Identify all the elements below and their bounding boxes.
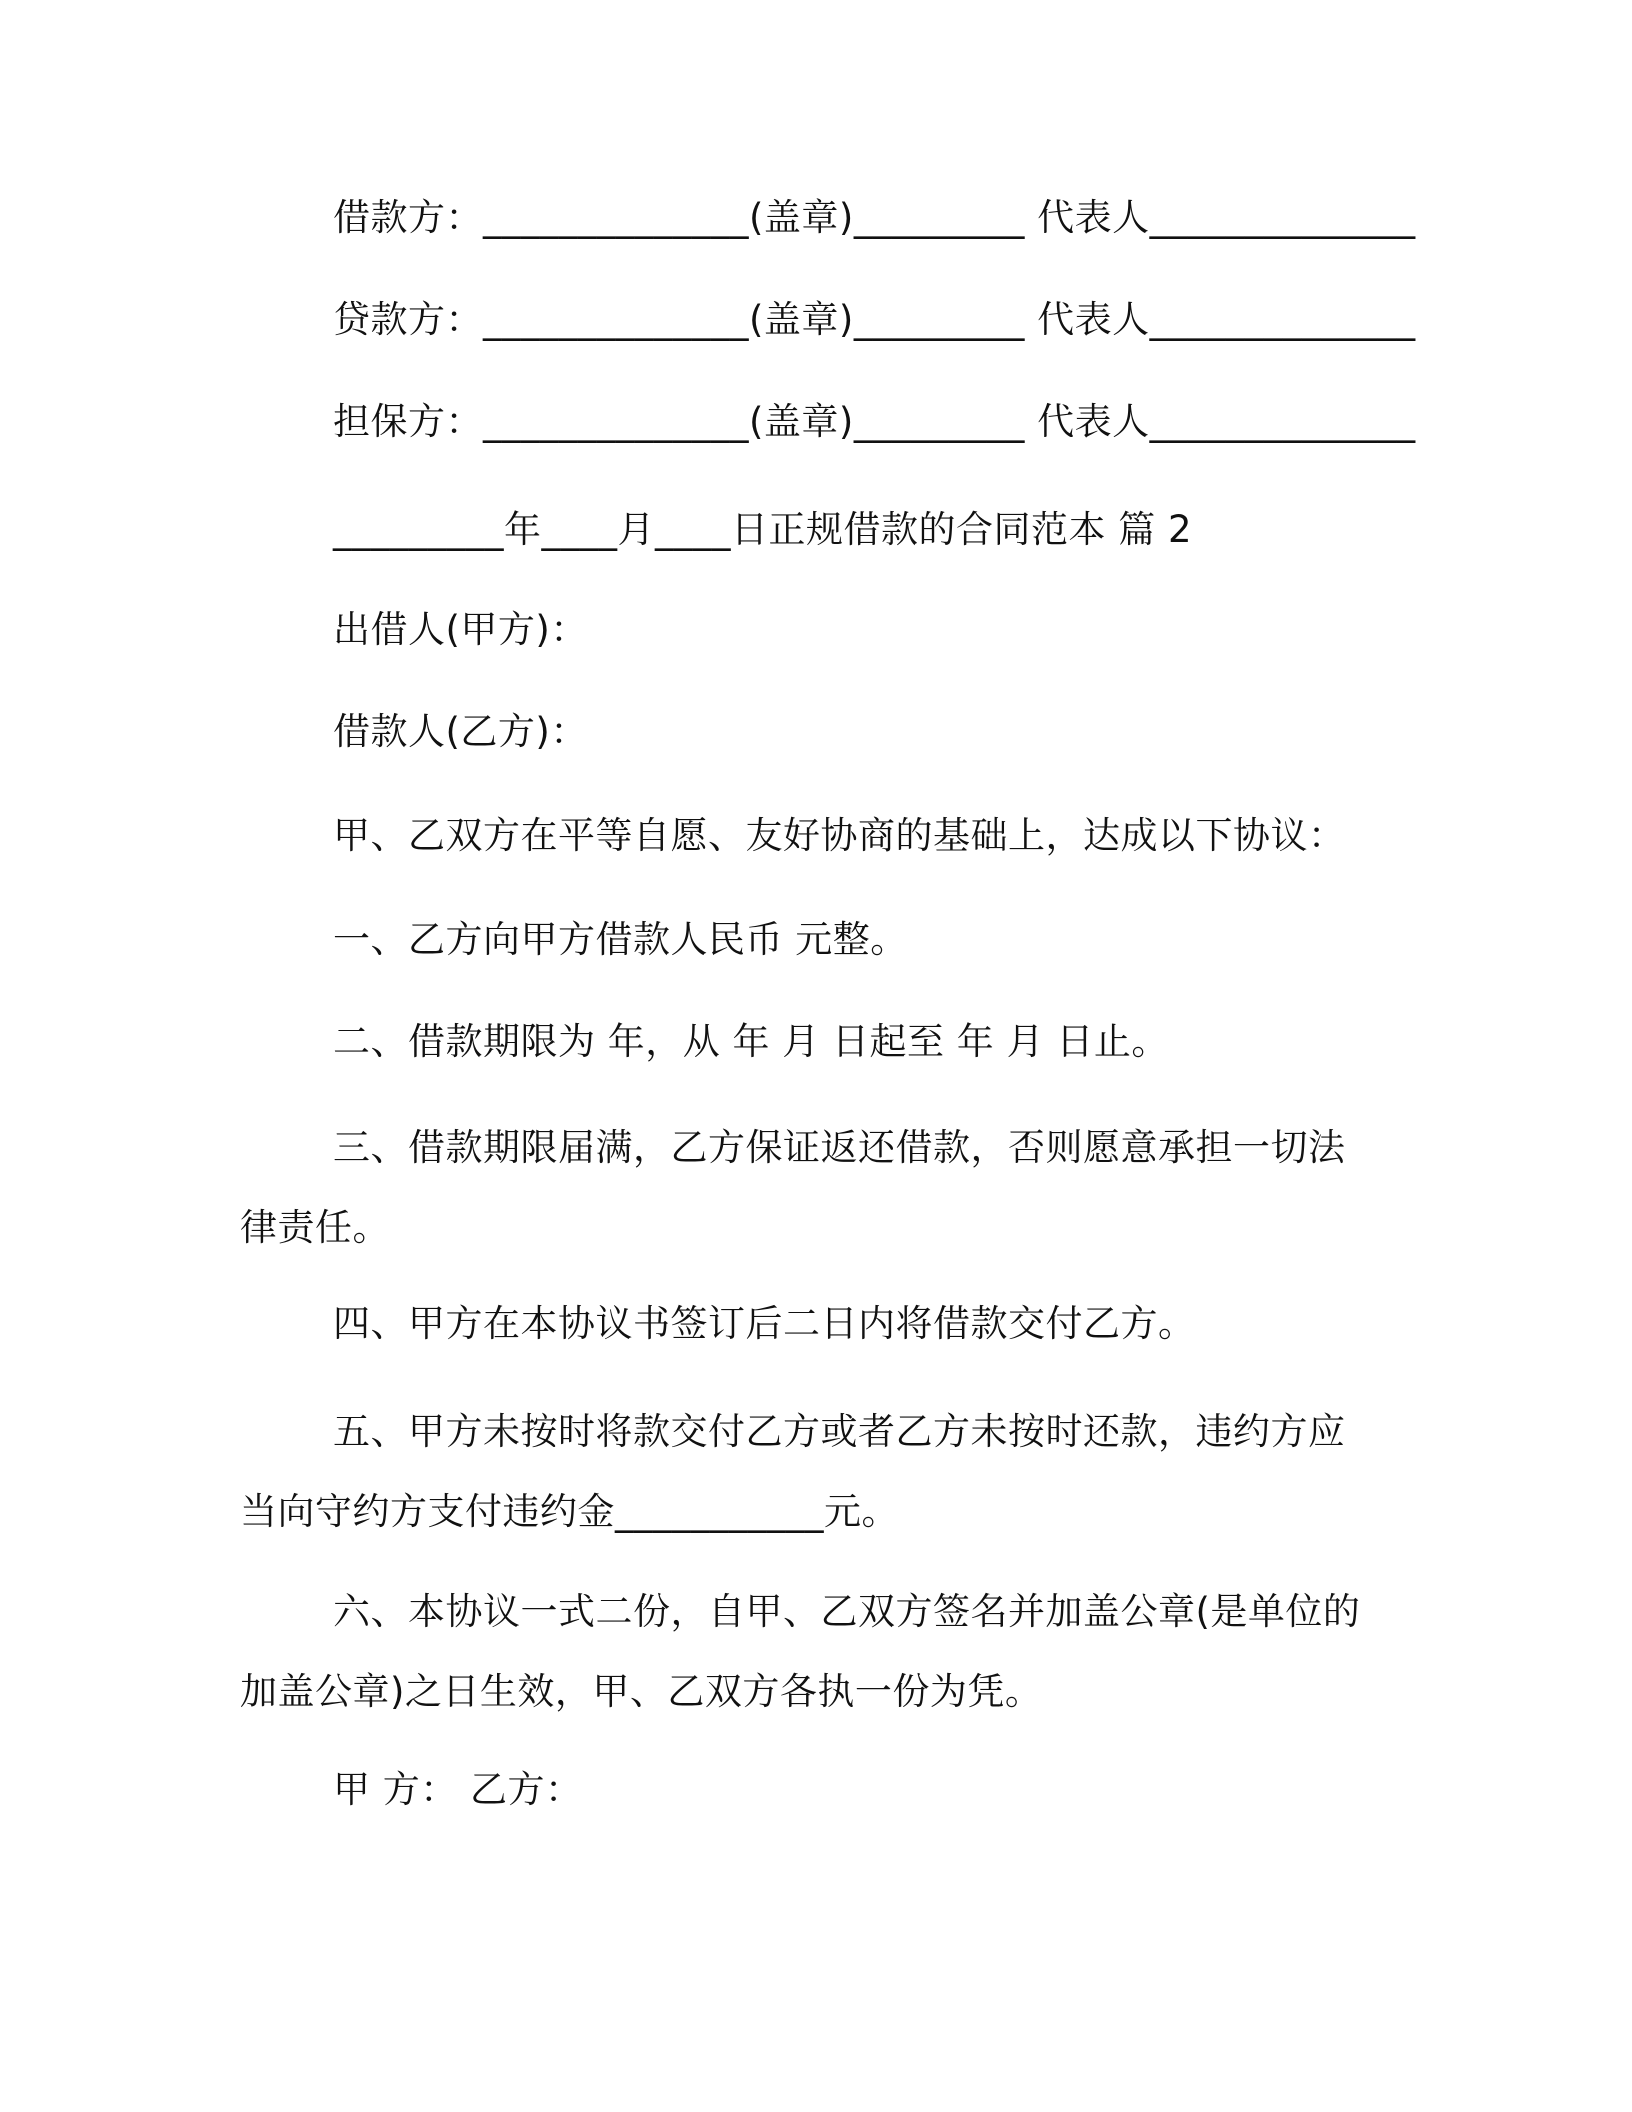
lender-signature-line: 贷款方：______________(盖章)_________ 代表人______________	[333, 298, 1416, 341]
borrower-signature-line: 借款方：______________(盖章)_________ 代表人______________	[333, 196, 1416, 239]
clause-2: 二、借款期限为 年，从 年 月 日起至 年 月 日止。	[333, 1020, 1169, 1063]
guarantor-signature-line: 担保方：______________(盖章)_________ 代表人______________	[333, 400, 1416, 443]
borrower-party-b-label: 借款人(乙方)：	[333, 710, 588, 753]
party-signature-line: 甲 方： 乙方：	[333, 1768, 583, 1811]
clause-6: 六、本协议一式二份，自甲、乙双方签名并加盖公章(是单位的加盖公章)之日生效，甲、乙双方各执一份为凭。	[240, 1590, 1361, 1713]
clause-3: 三、借款期限届满，乙方保证返还借款，否则愿意承担一切法律责任。	[240, 1126, 1346, 1249]
clause-5: 五、甲方未按时将款交付乙方或者乙方未按时还款，违约方应当向守约方支付违约金___________元。	[240, 1410, 1346, 1533]
date-and-heading-line: _________年____月____日正规借款的合同范本 篇 2	[333, 508, 1193, 551]
agreement-intro-paragraph: 甲、乙双方在平等自愿、友好协商的基础上，达成以下协议：	[333, 814, 1346, 857]
clause-1: 一、乙方向甲方借款人民币 元整。	[333, 918, 908, 961]
lender-party-a-label: 出借人(甲方)：	[333, 608, 588, 651]
clause-4: 四、甲方在本协议书签订后二日内将借款交付乙方。	[333, 1302, 1196, 1345]
